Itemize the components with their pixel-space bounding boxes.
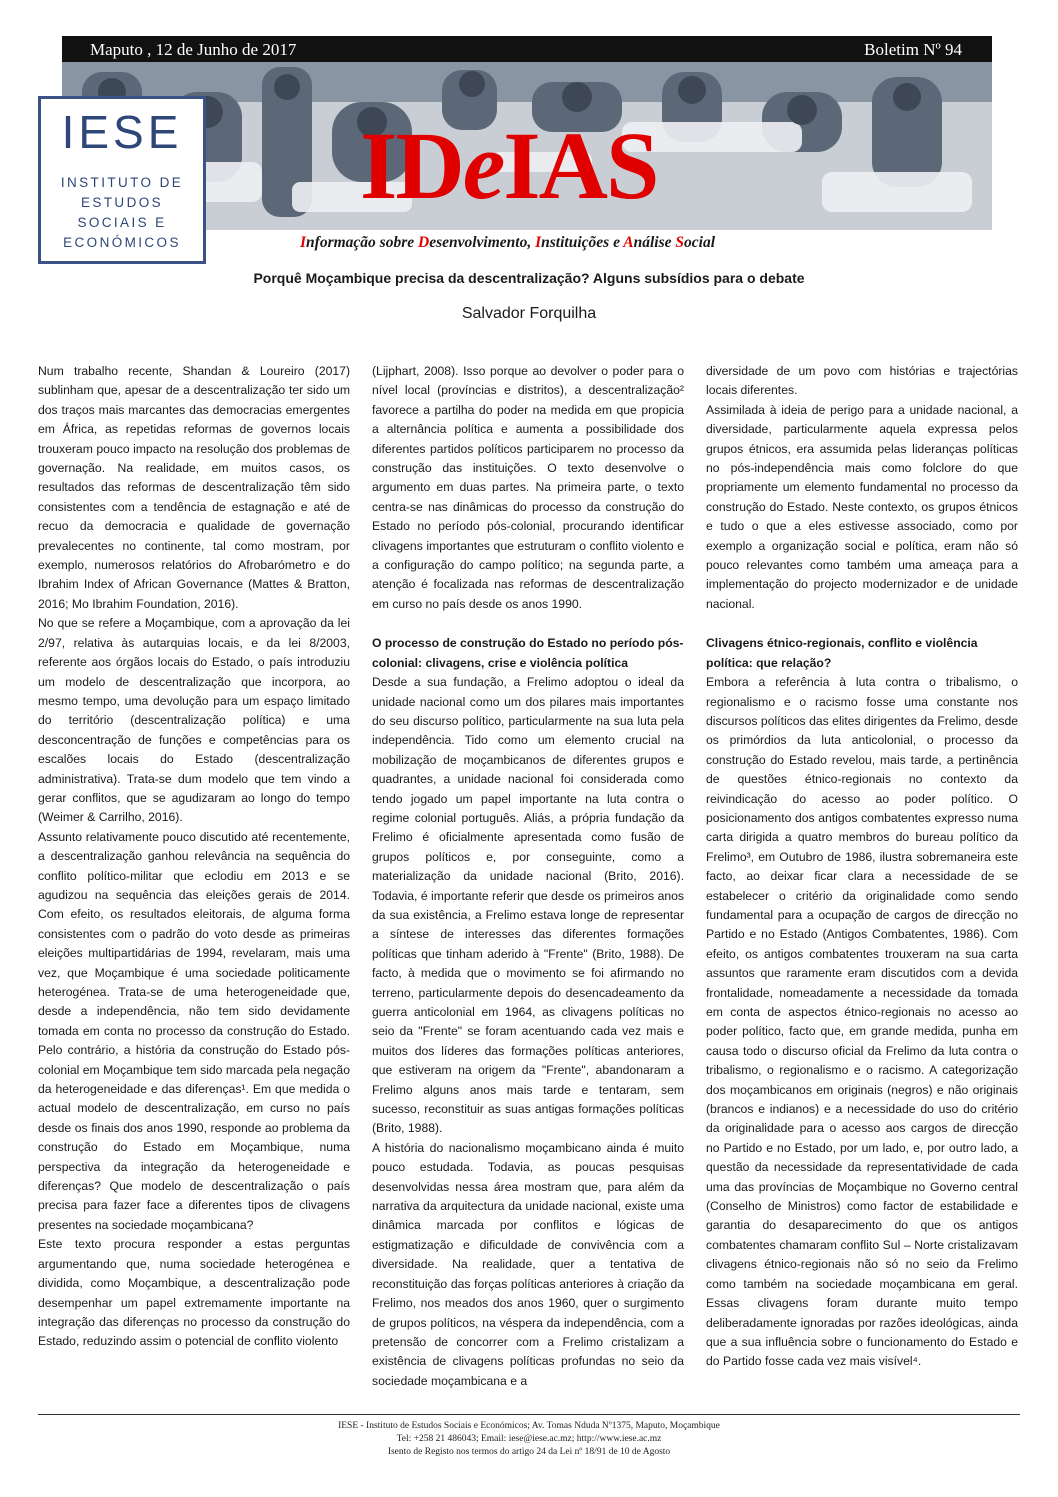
tagline-initial: D <box>418 234 430 251</box>
footer-contact: Tel: +258 21 486043; Email: iese@iese.ac.mz; http://www.iese.ac.mz <box>396 1434 662 1444</box>
text-column-2 <box>372 362 684 1391</box>
paragraph: A história do nacionalismo moçambicano ainda é muito pouco estudada. Todavia, as poucas pesquisas desenvolvidas nessa área mostram que, para além da narrativa da arquitectura da unidade nacional, existe uma dinâmica marcada por conflitos e lógicas de estigmatização e dificuldade de convivência com a diversidade. Na realidade, quer a tentativa de reconstituição das forças políticas anteriores à criação da Frelimo, nos meados dos anos 1960, quer o surgimento de grupos políticos, na véspera da independência, com a pretensão de concorrer com a Frelimo cristalizam a existência de clivagens políticas profundas no seio da sociedade moçambicana e a <box>372 1140 684 1388</box>
section-heading: O processo de construção do Estado no período pós-colonial: clivagens, crise e violência política <box>372 636 684 670</box>
publication-date: Maputo , 12 de Junho de 2017 <box>90 40 297 59</box>
logo-line: INSTITUTO DE <box>60 175 184 190</box>
header-bar <box>62 36 992 62</box>
paragraph: Assimilada à ideia de perigo para a unidade nacional, a diversidade, particularmente aquela expressa pelos grupos étnicos, era assumida pelas lideranças políticas no pós-independência mais como folclore do que propriamente um elemento fundamental no processo da construção do Estado. Neste contexto, os grupos étnicos e tudo o que a eles estivesse associado, como por exemplo a organização social e política, eram não só pouco relevantes como também uma ameaça para a implementação do projecto modernizador e de unidade nacional. <box>706 402 1018 611</box>
masthead-part-italic: e <box>462 112 504 219</box>
bulletin-number: Boletim Nº 94 <box>864 40 962 59</box>
tagline-word: nformação sobre <box>306 234 418 251</box>
paragraph: Este texto procura responder a estas perguntas argumentando que, numa sociedade heterogénea e dividida, como Moçambique, a descentralização pode desempenhar um papel extremamente importante na integração das diferenças no processo da construção do Estado, reduzindo assim o potencial de conflito violento <box>38 1237 350 1349</box>
tagline-word: ocial <box>684 234 716 251</box>
article-author: Salvador Forquilha <box>461 305 597 322</box>
paragraph: (Lijphart, 2008). Isso porque ao devolver o poder para o nível local (províncias e distritos), a descentralização² favorece a partilha do poder na medida em que propicia a alternância política e aumenta a possibilidade dos diferentes partidos políticos participarem no processo da construção das instituições. O texto desenvolve o argumento em duas partes. Na primeira parte, o texto centra-se nas dinâmicas do processo da construção do Estado no período pós-colonial, procurando identificar clivagens importantes que estruturam o conflito violento e a configuração do campo político; na segunda parte, a atenção é focalizada nas reformas de descentralização em curso no país desde os anos 1990. <box>372 364 684 611</box>
footer-registration: Isento de Registo nos termos do artigo 24 da Lei nº 18/91 de 10 de Agosto <box>387 1447 671 1457</box>
paragraph: diversidade de um povo com histórias e trajectórias locais diferentes. <box>706 364 1018 398</box>
paragraph: Embora a referência à luta contra o tribalismo, o regionalismo e o racismo fosse uma constante nos discursos políticos das elites dirigentes da Frelimo, desde os primórdios da luta anticolonial, o processo da construção do Estado revelou, mais tarde, a pertinência de questões étnico-regionais no contexto da reivindicação do acesso ao poder político. O posicionamento dos antigos combatentes expresso numa carta dirigida a quatro membros do bureau político da Frelimo³, em Outubro de 1986, ilustra sobremaneira este facto, ao deixar ficar clara a necessidade de se estabelecer o critério da originalidade como sendo fundamental para a ocupação de cargos de direcção no Partido e no Estado (Antigos Combatentes, 1986). Com efeito, os antigos combatentes trouxeram na sua carta assuntos que raramente eram discutidos com a devida frontalidade, nomeadamente a necessidade da tomada em conta de aspectos étnico-regionais no acesso ao poder político, facto que, em grande medida, punha em causa todo o discurso oficial da Frelimo da luta contra o tribalismo, o regionalismo e o racismo. A categorização dos moçambicanos em originais (negros) e não originais (brancos e indianos) e a necessidade do uso do critério da originalidade para o acesso aos cargos de direcção no Partido e no Estado, por um lado, e, por outro lado, a questão da necessidade da representatividade de cada uma das províncias de Moçambique no Governo central (Conselho de Ministros) como factor de estabilidade e garantia do desaparecimento do que os antigos combatentes chamaram conflito Sul – Norte cristalizavam clivagens étnico-regionais não só no seio da Frelimo como também na sociedade moçambicana em geral. Essas clivagens foram durante muito tempo deliberadamente ignoradas por razões ideológicas, ainda que a sua influência sobre o funcionamento do Estado e do Partido fosse cada vez mais visível⁴. <box>706 675 1018 1369</box>
iese-logo <box>38 96 206 264</box>
tagline-word: nálise <box>633 234 676 251</box>
section-heading: Clivagens étnico-regionais, conflito e violência política: que relação? <box>706 636 978 670</box>
paragraph: Num trabalho recente, Shandan & Loureiro (2017) sublinham que, apesar de a descentralização ter sido um dos traços mais marcantes das democracias emergentes em África, as repetidas reformas de governos locais trouxeram pouco impacto na resolução dos problemas de governação. Na realidade, em muitos casos, os resultados das reformas de descentralização têm sido consistentes com a tendência de estagnação e até de recuo da democracia e qualidade de governação prevalecentes no continente, tal como mostram, por exemplo, numerosos relatórios do Afrobarómetro e do Ibrahim Index of African Governance (Mattes & Bratton, 2016; Mo Ibrahim Foundation, 2016). <box>38 364 350 611</box>
masthead-part: IAS <box>503 112 658 219</box>
masthead-tagline <box>300 234 715 252</box>
tagline-initial: I <box>300 234 307 251</box>
logo-line: ECONÓMICOS <box>63 235 181 250</box>
tagline-word: nstituições e <box>541 234 624 251</box>
tagline-initial: A <box>623 234 634 251</box>
logo-acronym: IESE <box>61 106 183 158</box>
article-title: Porquê Moçambique precisa da descentralização? Alguns subsídios para o debate <box>253 270 805 286</box>
logo-line: SOCIAIS E <box>77 215 167 230</box>
tagline-initial: S <box>675 234 685 251</box>
paragraph: No que se refere a Moçambique, com a aprovação da lei 2/97, relativa às autarquias locais, e da lei 8/2003, referente aos órgãos locais do Estado, o país introduziu um modelo de descentralização que incorpora, ao mesmo tempo, uma devolução para um espaço limitado do território (descentralização política) e uma desconcentração de funções e competências para os escalões locais do Estado (descentralização administrativa). Trata-se dum modelo que tem vindo a gerar conflitos, que se agudizaram ao longo do tempo (Weimer & Carrilho, 2016). <box>38 616 350 825</box>
paragraph: Assunto relativamente pouco discutido até recentemente, a descentralização ganhou relevância na sequência do conflito político-militar que eclodiu em 2013 e se agudizou na sequência das eleições gerais de 2014. Com efeito, os resultados eleitorais, de alguma forma consistentes com o padrão do voto desde as primeiras eleições multipartidárias de 1994, revelaram, mais uma vez, que Moçambique é uma sociedade politicamente heterogénea. Trata-se de uma heterogeneidade que, desde a independência, não tem sido devidamente tomada em conta no processo da construção do Estado. Pelo contrário, a história da construção do Estado pós-colonial em Moçambique tem sido marcada pela negação da heterogeneidade e das diferenças¹. Em que medida o actual modelo de descentralização, em curso no país desde os finais dos anos 1990, responde ao problema da construção do Estado em Moçambique, numa perspectiva da integração da heterogeneidade e diferenças? Que modelo de descentralização o país precisa para fazer face a diferentes tipos de clivagens presentes na sociedade moçambicana? <box>38 829 350 1232</box>
paragraph: Desde a sua fundação, a Frelimo adoptou o ideal da unidade nacional como um dos pilares mais importantes do seu discurso político, particularmente na sua luta pela independência. Tido como um elemento crucial na mobilização de moçambicanos de diferentes grupos e quadrantes, a unidade nacional foi considerada como tendo jogado um papel importante na luta contra o regime colonial português. Aliás, a própria fundação da Frelimo é oficialmente apresentada como fusão de grupos políticos e, por conseguinte, como a materialização da unidade nacional (Brito, 2016). Todavia, é importante referir que desde os primeiros anos da sua existência, a Frelimo estava longe de representar a síntese de interesses das diferentes formações políticas que tinham aderido à "Frente" (Brito, 1988). De facto, à medida que o movimento se foi afirmando no terreno, particularmente depois do desencadeamento da guerra anticolonial em 1964, as clivagens políticas no seio da "Frente" se foram acentuando cada vez mais e muitos dos líderes das formações políticas anteriores, que estiveram na origem da "Frente", abandonaram a Frelimo alguns anos mais tarde e tentaram, sem sucesso, reconstituir as suas antigas formações políticas (Brito, 1988). <box>372 675 684 1136</box>
footer-divider <box>38 1414 1020 1415</box>
page-footer <box>0 1420 1058 1459</box>
text-column-3 <box>706 362 1018 1372</box>
footer-address: IESE - Instituto de Estudos Sociais e Económicos; Av. Tomas Nduda Nº1375, Maputo, Moçambique <box>338 1421 720 1431</box>
masthead-part: ID <box>360 112 463 219</box>
text-column-1 <box>38 362 350 1352</box>
ideias-masthead <box>360 112 658 219</box>
logo-line: ESTUDOS <box>80 195 164 210</box>
tagline-word: esenvolvimento, <box>429 234 536 251</box>
tagline-initial: I <box>535 234 542 251</box>
